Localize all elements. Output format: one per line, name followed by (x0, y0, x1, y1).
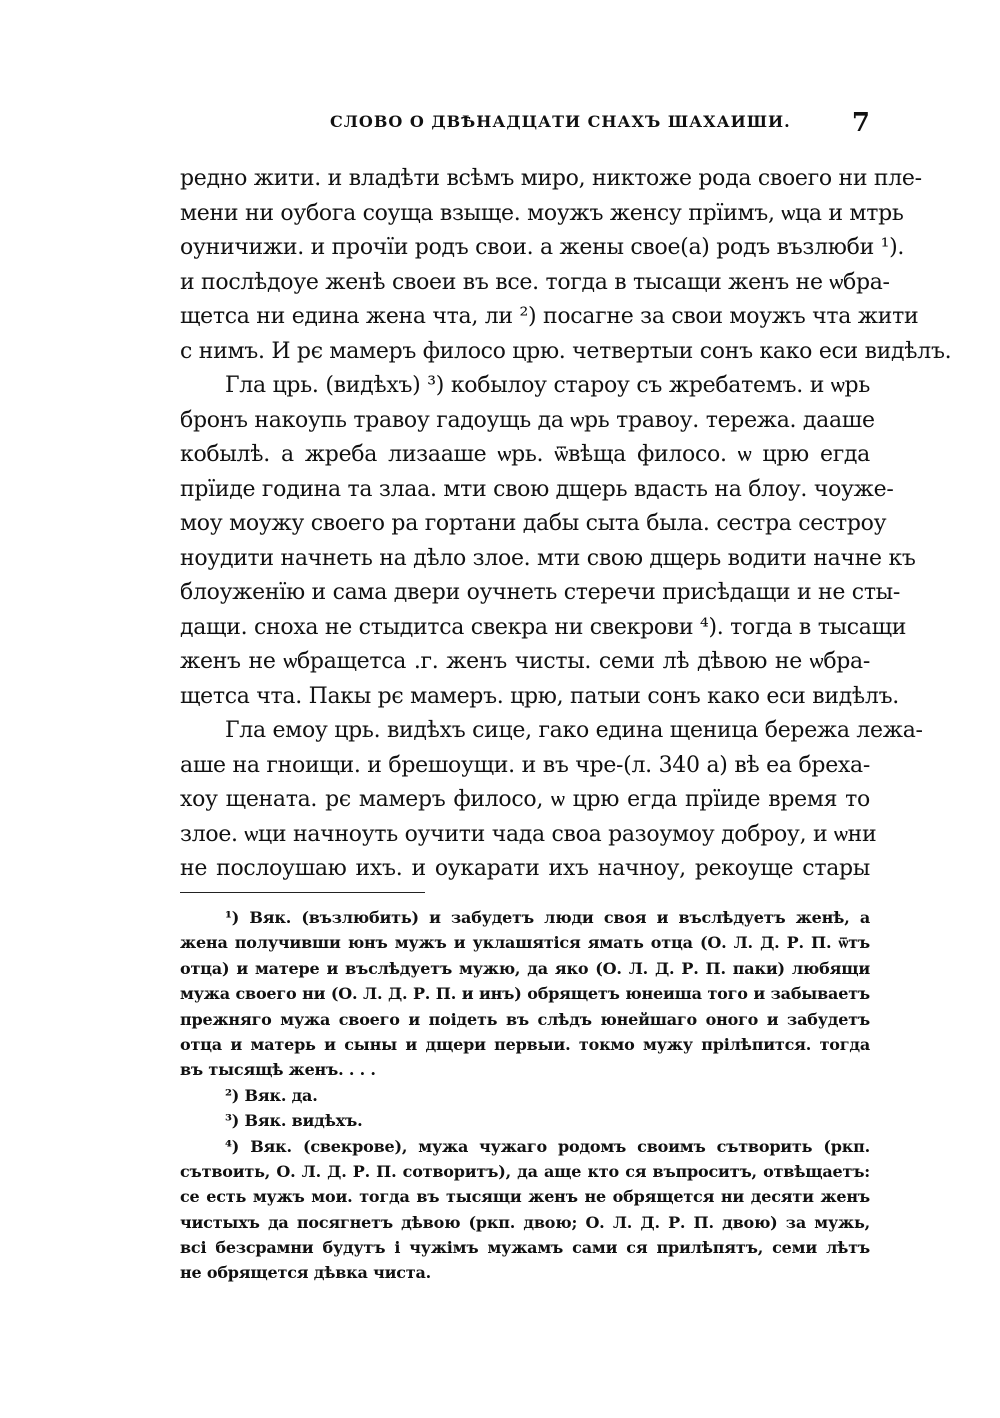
text-line: щетса ни единa жена чта, ли ²) посагне за свои моужъ чта жити (180, 304, 919, 329)
text-line: моу моужу своего ра гортани дабы сыта была. сестра сестроу (180, 511, 887, 536)
text-line: дащи. сноха не стыдитса свекра ни свекрови ⁴). тогда в тысащи (180, 614, 907, 640)
footnote-line: жена получивши юнъ мужъ и уклашятiся ямать отца (О. Л. Д. Р. П. ѿтъ (180, 933, 870, 953)
text-line: аше на гноищи. и брешоущи. и въ чре-(л. 340 а) вѣ еа бреха- (180, 752, 870, 778)
footnote-line: чистыхъ да посягнетъ дѣвою (ркп. двою; О. Л. Д. Р. П. двою) за мужь, (180, 1212, 870, 1232)
footnote-line: се есть мужъ мои. тогда въ тысящи женъ не обрящется ни десяти женъ (180, 1187, 870, 1207)
text-line: ноудити начнеть на дѣло злое. мти свою дщерь водити начне къ (180, 545, 916, 571)
page-number: 7 (851, 108, 870, 138)
footnotes (180, 905, 870, 1286)
text-line: не послоушаю ихъ. и оукарати ихъ начноу, рекоуще стары (180, 856, 870, 881)
footnote-line: ³) Вяк. видѣхъ. (225, 1111, 363, 1131)
footnote-line: не обрящется дѣвка чиста. (180, 1263, 432, 1283)
text-line: блоуженїю и сама двери оучнеть стеречи присѣдащи и не сты- (180, 580, 901, 605)
main-text (180, 162, 952, 887)
text-line: Гла црь. (видѣхъ) ³) кобылоу староу съ жребатемъ. и ѡрь (225, 373, 870, 398)
text-line: щетса чта. Пакы рє мамеръ. црю, патыи сонъ како еси видѣлъ. (180, 683, 899, 709)
text-line: хоу щената. рє мамеръ филосо, ѡ црю егда прїиде время то (180, 787, 870, 812)
footnote-2 (180, 1083, 870, 1108)
footnote-line: мужа своего ни (О. Л. Д. Р. П. и инъ) обрящетъ юнеиша того и забываетъ (180, 984, 870, 1004)
text-line: бронъ накоупь травоу гадоущь да ѡрь травоу. тережа. дааше (180, 407, 875, 433)
footnote-line: отца) и матере и въслѣдуетъ мужю, да яко (О. Л. Д. Р. П. паки) любящи (180, 958, 870, 978)
footnote-line: всi безсрамни будутъ i чужiмъ мужамъ сами ся прилѣпятъ, семи лѣтъ (180, 1238, 870, 1258)
footnote-line: отца и матерь и сыны и дщери первыи. токмо мужу прiлѣпится. тогда (180, 1034, 870, 1054)
text-line: женъ не ѡбращетса .г. женъ чисты. семи лѣ дѣвою не ѡбра- (180, 649, 870, 674)
text-line: с нимъ. И рє мамеръ филосо црю. четвертыи сонъ како еси видѣлъ. (180, 338, 952, 364)
footnote-3 (180, 1108, 870, 1133)
footnote-line: ⁴) Вяк. (свекрове), мужа чужаго родомъ своимъ сътворить (ркп. (225, 1136, 870, 1156)
text-line: кобылѣ. а жреба лизааше ѡрь. ѿвѣща филосо. ѡ црю егда (180, 442, 870, 467)
footnote-line: въ тысящѣ женъ. . . . (180, 1060, 376, 1080)
footnote-line: ¹) Вяк. (възлюбить) и забудетъ люди своя и въслѣдуетъ женѣ, а (225, 908, 870, 927)
text-line: злое. ѡци начноуть оучити чада своа разоумоу доброу, и ѡни (180, 821, 877, 847)
text-line: мени ни оубога соуща взыще. моужъ женсу прїимъ, ѡца и мтрь (180, 200, 904, 226)
text-line: Гла емоу црь. видѣхъ сице, гако едина щеница бережа лежа- (225, 718, 923, 743)
page-header (180, 108, 870, 138)
text-line: редно жити. и владѣти всѣмъ миро, никтоже рода своего ни пле- (180, 166, 922, 191)
footnote-line: ²) Вяк. да. (225, 1085, 318, 1105)
text-line: и послѣдоуе женѣ своеи въ все. тогда в тысащи женъ не ѡбра- (180, 269, 890, 295)
text-line: оуничижи. и прочїи родъ свои. а жены свое(а) родъ възлюби ¹). (180, 235, 905, 260)
footnote-separator (180, 892, 425, 893)
footnote-1 (180, 905, 870, 1083)
footnote-line: сътвоить, О. Л. Д. Р. П. сотворитъ), да аще кто ся въпроситъ, отвѣщаетъ: (180, 1161, 870, 1181)
text-line: прїиде година та злаа. мти свою дщерь вдасть на блоу. чоуже- (180, 476, 894, 502)
running-title: СЛОВО О ДВѢНАДЦАТИ СНАХЪ ШАХАИШИ. (330, 112, 791, 131)
footnote-4 (180, 1134, 870, 1286)
footnote-line: прежняго мужа своего и поiдеть въ слѣдъ юнейшаго оного и забудетъ (180, 1009, 870, 1029)
